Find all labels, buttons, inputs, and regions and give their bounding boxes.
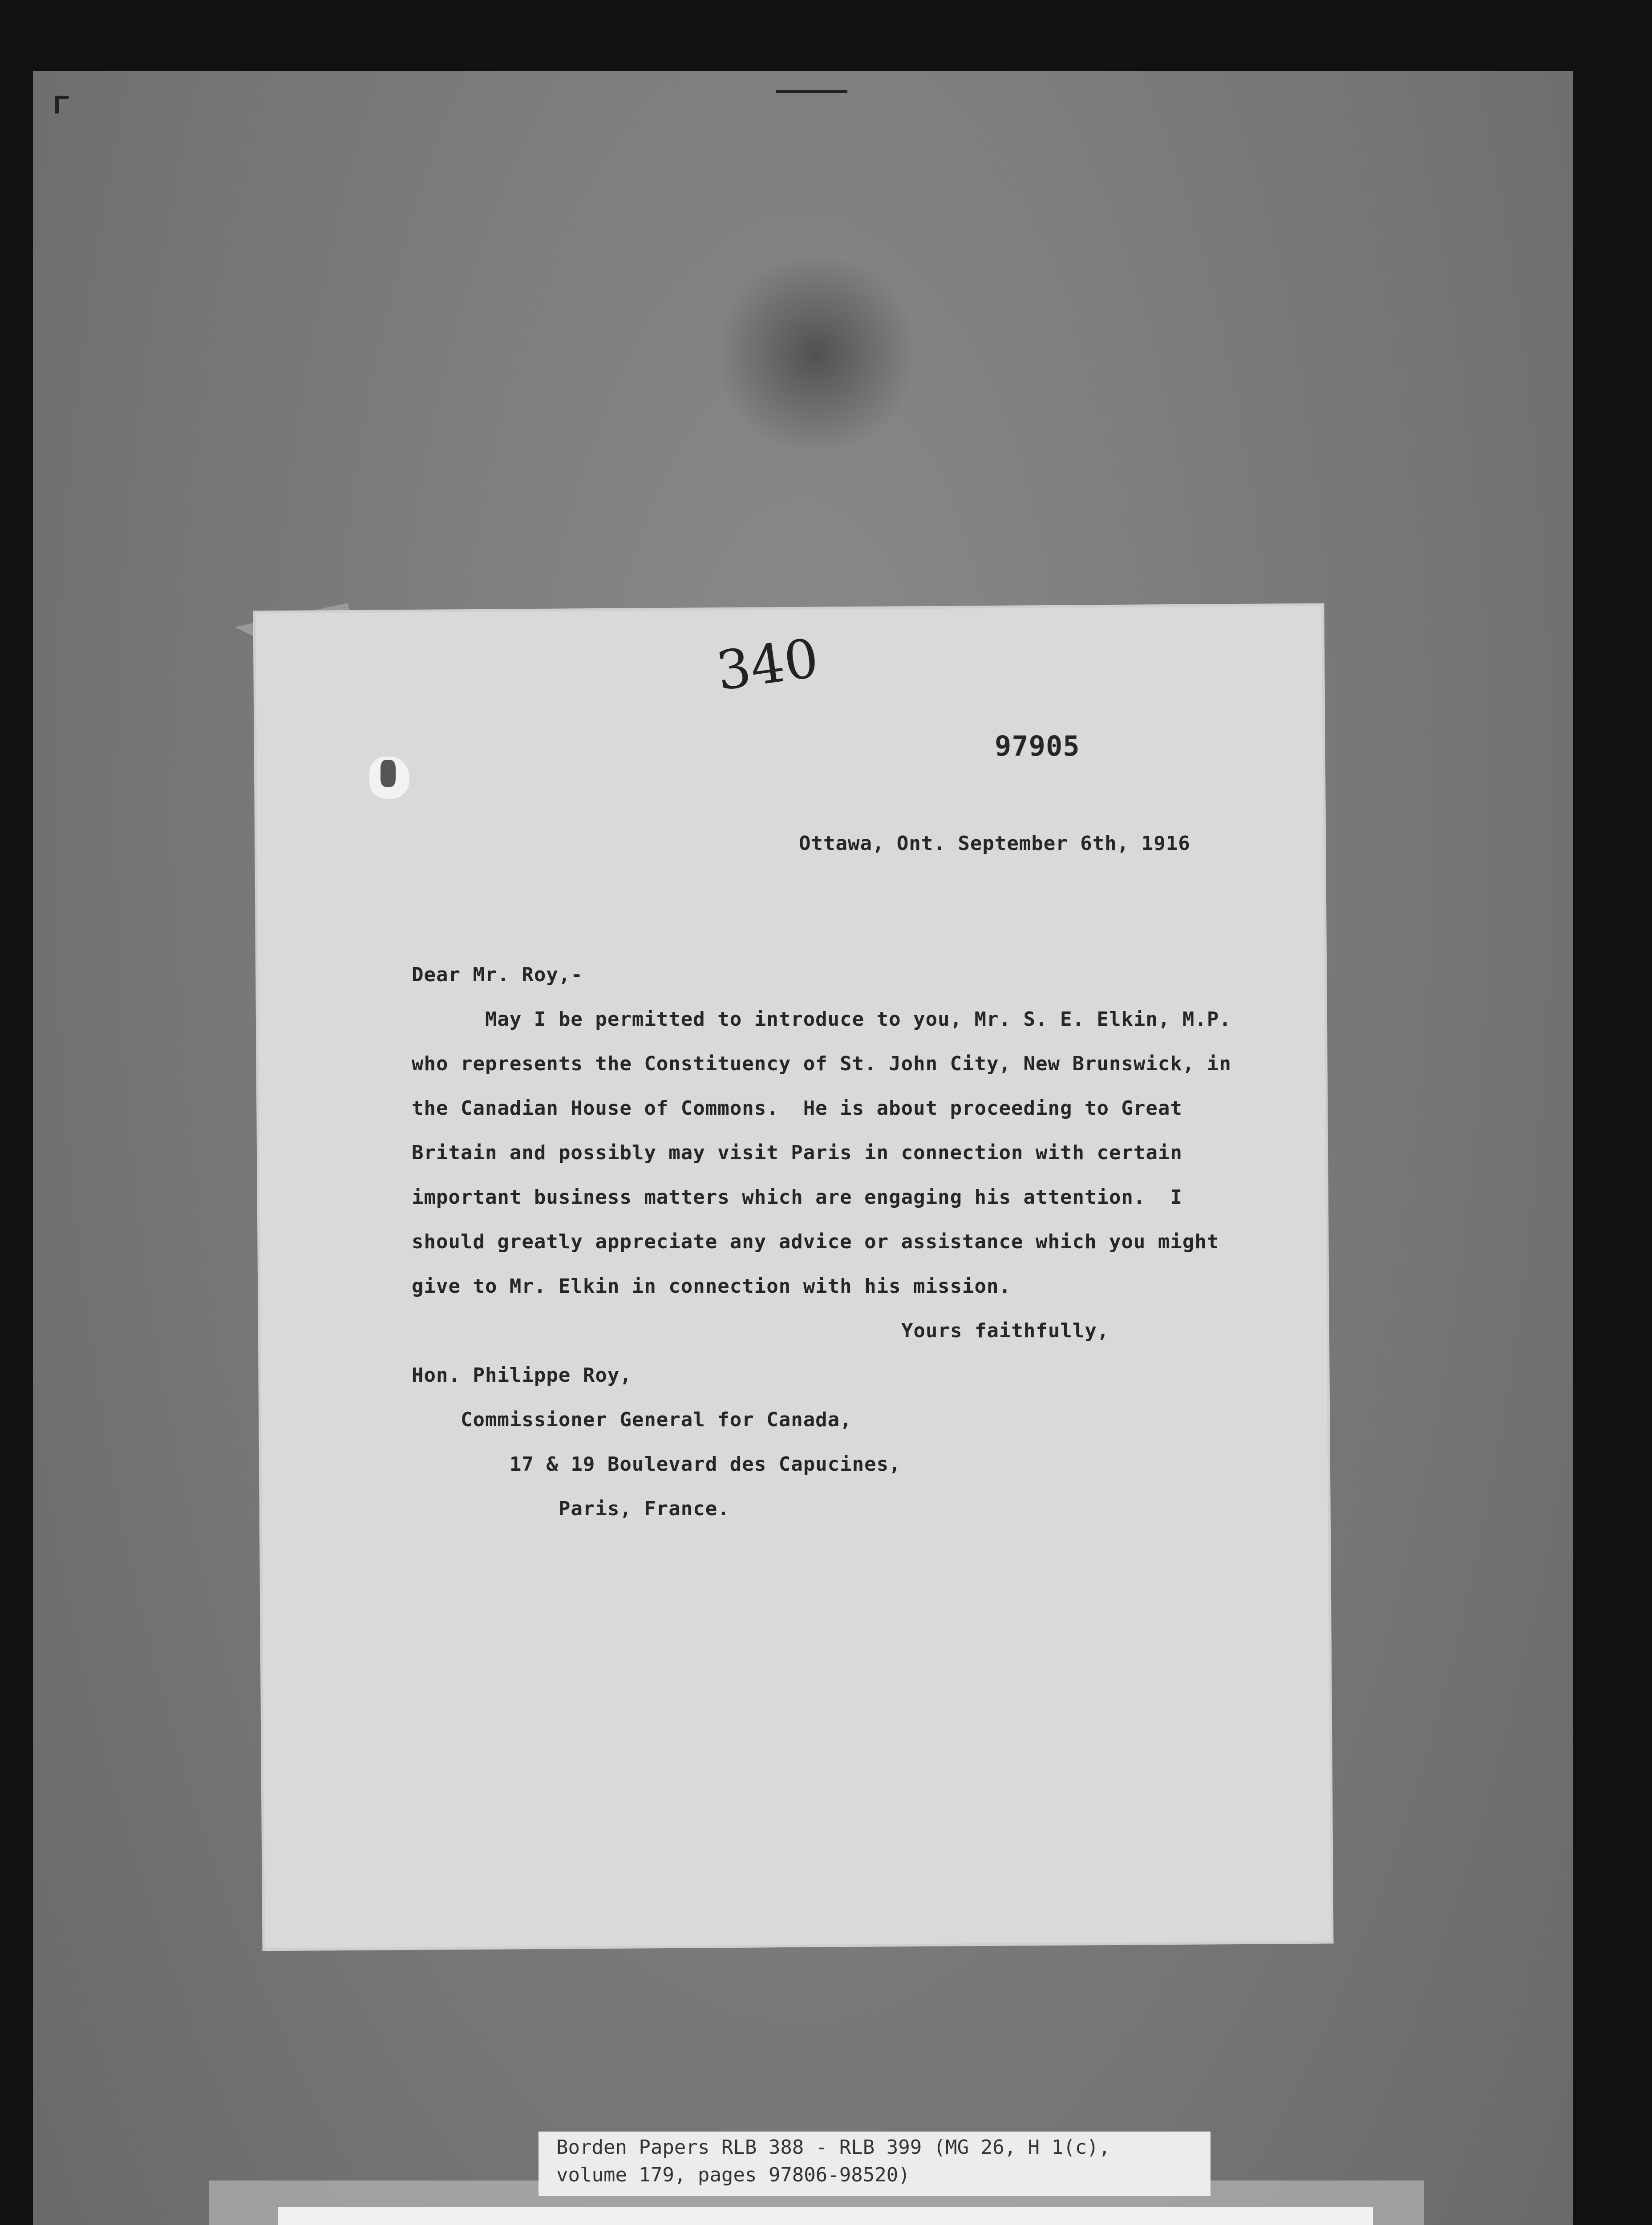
archive-label-line: volume 179, pages 97806-98520) bbox=[556, 2164, 910, 2186]
addressee-line: Hon. Philippe Roy, bbox=[412, 1364, 632, 1387]
body-line: the Canadian House of Commons. He is about proceeding to Great bbox=[412, 1097, 1182, 1120]
body-line: should greatly appreciate any advice or assistance which you might bbox=[412, 1230, 1219, 1253]
body-line: important business matters which are engaging his attention. I bbox=[412, 1186, 1182, 1209]
date-line: Ottawa, Ont. September 6th, 1916 bbox=[799, 832, 1190, 855]
archive-card bbox=[278, 2207, 1373, 2225]
archive-label-line: Borden Papers RLB 388 - RLB 399 (MG 26, H 1(c), bbox=[556, 2136, 1111, 2159]
body-line: May I be permitted to introduce to you, Mr. S. E. Elkin, M.P. bbox=[412, 1008, 1231, 1031]
tape-shadow bbox=[381, 760, 396, 787]
frame-corner-mark bbox=[55, 96, 59, 113]
frame-top-mark bbox=[776, 90, 847, 93]
body-line: who represents the Constituency of St. John City, New Brunswick, in bbox=[412, 1052, 1231, 1075]
addressee-line: Paris, France. bbox=[412, 1497, 730, 1520]
addressee-line: Commissioner General for Canada, bbox=[412, 1408, 852, 1431]
body-line: give to Mr. Elkin in connection with his mission. bbox=[412, 1275, 1012, 1298]
closing: Yours faithfully, bbox=[901, 1319, 1109, 1342]
stain bbox=[709, 258, 923, 449]
addressee-line: 17 & 19 Boulevard des Capucines, bbox=[412, 1453, 901, 1476]
salutation: Dear Mr. Roy,- bbox=[412, 963, 583, 986]
body-line: Britain and possibly may visit Paris in connection with certain bbox=[412, 1141, 1182, 1164]
document-number: 97905 bbox=[995, 730, 1080, 762]
handwritten-page-number: 340 bbox=[713, 627, 822, 703]
